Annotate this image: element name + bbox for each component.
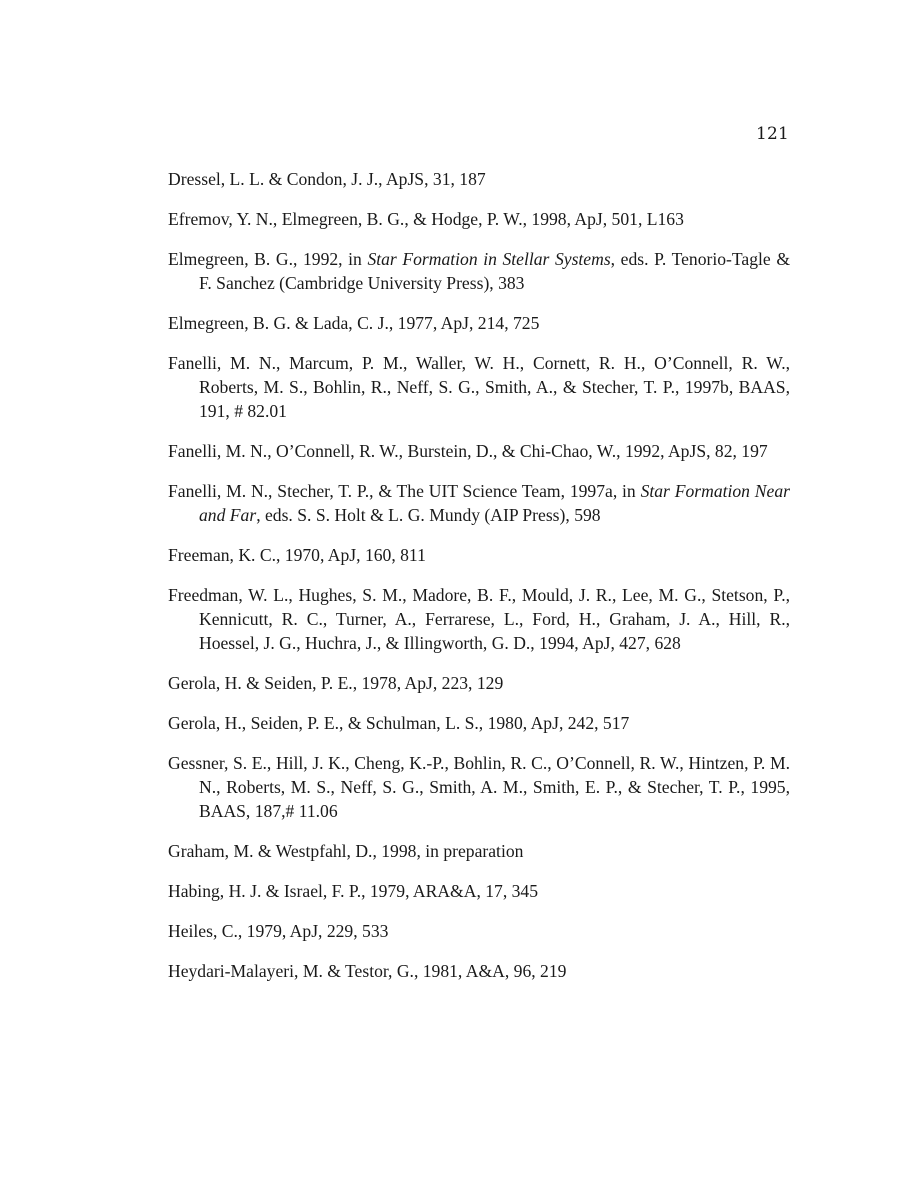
reference-text-tail: , eds. S. S. Holt & L. G. Mundy (AIP Press), 598	[256, 505, 601, 525]
reference-entry	[168, 879, 790, 903]
reference-text: Freeman, K. C., 1970, ApJ, 160, 811	[168, 545, 426, 565]
reference-entry	[168, 351, 790, 423]
reference-entry	[168, 207, 790, 231]
reference-title: Star Formation in Stellar Systems	[367, 249, 611, 269]
reference-text: Gerola, H. & Seiden, P. E., 1978, ApJ, 223, 129	[168, 673, 504, 693]
reference-entry	[168, 311, 790, 335]
reference-entry	[168, 711, 790, 735]
reference-text-tail: , eds. P. Tenorio-Tagle & F. Sanchez (Cambridge University Press), 383	[199, 249, 790, 293]
reference-text: Heiles, C., 1979, ApJ, 229, 533	[168, 921, 389, 941]
reference-entry	[168, 919, 790, 943]
reference-entry	[168, 247, 790, 295]
reference-title: Star Formation Near and Far	[199, 481, 790, 525]
reference-entry	[168, 839, 790, 863]
reference-text: Elmegreen, B. G. & Lada, C. J., 1977, ApJ, 214, 725	[168, 313, 540, 333]
reference-text: Elmegreen, B. G., 1992, in	[168, 249, 368, 269]
reference-text: Graham, M. & Westpfahl, D., 1998, in preparation	[168, 841, 524, 861]
reference-text: Efremov, Y. N., Elmegreen, B. G., & Hodge, P. W., 1998, ApJ, 501, L163	[168, 209, 684, 229]
reference-entry	[168, 959, 790, 983]
reference-text: Fanelli, M. N., O’Connell, R. W., Burstein, D., & Chi-Chao, W., 1992, ApJS, 82, 197	[168, 441, 768, 461]
reference-entry	[168, 671, 790, 695]
reference-entry	[168, 167, 790, 191]
reference-text: Habing, H. J. & Israel, F. P., 1979, ARA&A, 17, 345	[168, 881, 539, 901]
reference-text: Gessner, S. E., Hill, J. K., Cheng, K.-P., Bohlin, R. C., O’Connell, R. W., Hintzen, P. M. N., Roberts, M. S., Neff, S. G., Smith, A. M., Smith, E. P., & Stecher, T. P., 1995, BAAS, 187,# 11.06	[168, 753, 790, 821]
reference-text: Dressel, L. L. & Condon, J. J., ApJS, 31, 187	[168, 169, 486, 189]
reference-entry	[168, 583, 790, 655]
reference-entry	[168, 479, 790, 527]
reference-text: Freedman, W. L., Hughes, S. M., Madore, B. F., Mould, J. R., Lee, M. G., Stetson, P., Kennicutt, R. C., Turner, A., Ferrarese, L., Ford, H., Graham, J. A., Hill, R., Hoessel, J. G., Huchra, J., & Illingworth, G. D., 1994, ApJ, 427, 628	[168, 585, 790, 653]
reference-text: Heydari-Malayeri, M. & Testor, G., 1981, A&A, 96, 219	[168, 961, 567, 981]
reference-text: Gerola, H., Seiden, P. E., & Schulman, L. S., 1980, ApJ, 242, 517	[168, 713, 630, 733]
reference-entry	[168, 751, 790, 823]
reference-text: Fanelli, M. N., Stecher, T. P., & The UIT Science Team, 1997a, in	[168, 481, 641, 501]
reference-entry	[168, 543, 790, 567]
reference-entry	[168, 439, 790, 463]
page-number: 121	[755, 124, 789, 144]
reference-list	[168, 167, 790, 999]
reference-text: Fanelli, M. N., Marcum, P. M., Waller, W. H., Cornett, R. H., O’Connell, R. W., Roberts, M. S., Bohlin, R., Neff, S. G., Smith, A., & Stecher, T. P., 1997b, BAAS, 191, # 82.01	[168, 353, 790, 421]
